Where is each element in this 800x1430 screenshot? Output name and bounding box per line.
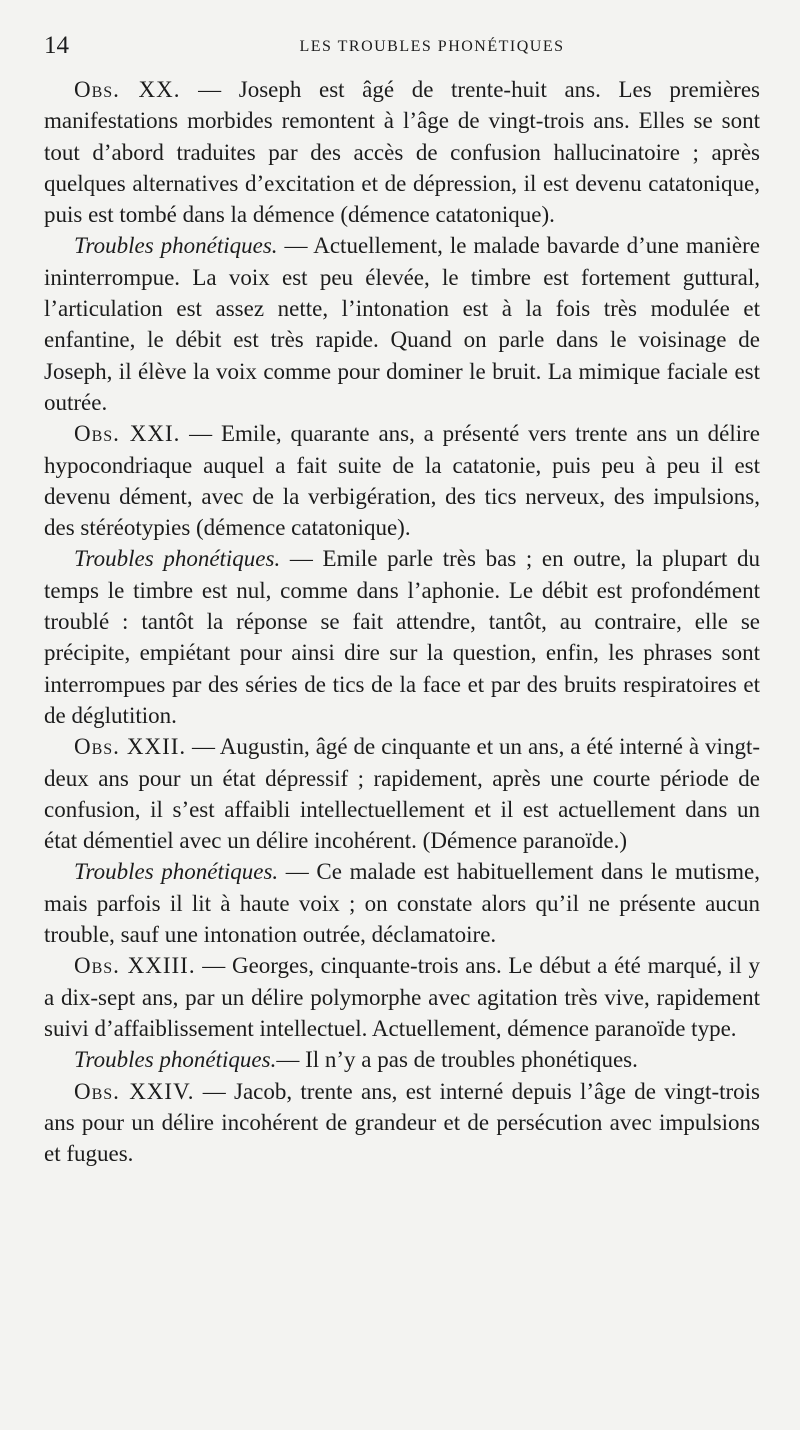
paragraph-obs-xxi [44, 418, 760, 543]
paragraph-troubles-xxi [44, 543, 760, 731]
paragraph-text: — Il n’y a pas de troubles phonétiques. [276, 1047, 638, 1073]
paragraph-text: — Actuellement, le malade bavarde d’une manière ininterrompue. La voix est peu élevée, le timbre est fortement guttural, l’articulation est assez nette, l’intonation est à la fois très modulée et enfantine, le débit est très rapide. Quand on parle dans le voisinage de Joseph, il élève la voix comme pour dominer le bruit. La mimique faciale est outrée. [44, 233, 760, 415]
observation-label: Obs. XXI. [74, 421, 181, 447]
paragraph-text: — Jacob, trente ans, est interné depuis l’âge de vingt-trois ans pour un délire incohérent de grandeur et de persécution avec impulsions et fugues. [44, 1078, 760, 1167]
paragraph-text: — Ce malade est habituellement dans le mutisme, mais parfois il lit à haute voix ; on constate alors qu’il ne présente aucun trouble, sauf une intonation outrée, déclamatoire. [44, 859, 760, 948]
troubles-phonetiques-heading: Troubles phonétiques. [74, 546, 281, 572]
paragraph-troubles-xxiii [44, 1044, 760, 1075]
troubles-phonetiques-heading: Troubles phonétiques. [74, 1047, 277, 1073]
paragraph-text: — Emile parle très bas ; en outre, la plupart du temps le timbre est nul, comme dans l’aphonie. Le débit est profondément troublé : tantôt la réponse se fait attendre, tantôt, au contraire, elle se précipite, empiétant pour ainsi dire sur la question, enfin, les phrases sont interrompues par des séries de tics de la face et par des bruits respiratoires et de déglutition. [44, 546, 760, 728]
observation-label: Obs. XXII. [74, 734, 187, 760]
page-header [44, 24, 760, 64]
paragraph-text: — Emile, quarante ans, a présenté vers trente ans un délire hypocondriaque auquel a fait suite de la catatonie, puis peu à peu il est devenu dément, avec de la verbigération, des tics nerveux, des impulsions, des stéréotypies (démence catatonique). [44, 421, 760, 541]
observation-label: Obs. XXIV. [74, 1078, 195, 1104]
observation-label: Obs. XX. [74, 77, 181, 102]
troubles-phonetiques-heading: Troubles phonétiques. [74, 859, 279, 885]
body-text [44, 74, 760, 1169]
paragraph-obs-xx [44, 74, 760, 230]
paragraph-text: — Georges, cinquante-trois ans. Le début a été marqué, il y a dix-sept ans, par un délire polymorphe avec agitation très vive, rapidement suivi d’affaiblissement intellectuel. Actuellement, démence paranoïde type. [44, 953, 760, 1041]
paragraph-text: — Augustin, âgé de cinquante et un ans, a été interné à vingt-deux ans pour un état dépressif ; rapidement, après une courte période de confusion, il s’est affaibli intellectuellement et il est actuellement dans un état démentiel avec un délire incohérent. (Démence paranoïde.) [44, 734, 760, 854]
paragraph-obs-xxiii [44, 950, 760, 1044]
paragraph-troubles-xxii [44, 856, 760, 950]
observation-label: Obs. XXIII. [74, 953, 196, 979]
page-number: 14 [44, 32, 69, 59]
paragraph-obs-xxii [44, 731, 760, 856]
running-head: LES TROUBLES PHONÉTIQUES [299, 38, 565, 55]
paragraph-obs-xxiv [44, 1076, 760, 1170]
paragraph-troubles-xx [44, 230, 760, 418]
paragraph-text: — Joseph est âgé de trente-huit ans. Les premières manifestations morbides remontent à l’âge de vingt-trois ans. Elles se sont tout d’abord traduites par des accès de confusion hallucinatoire ; après quelques alternatives d’excitation et de dépression, il est devenu catatonique, puis est tombé dans la démence (démence catatonique). [44, 77, 761, 228]
troubles-phonetiques-heading: Troubles phonétiques. [74, 233, 278, 259]
